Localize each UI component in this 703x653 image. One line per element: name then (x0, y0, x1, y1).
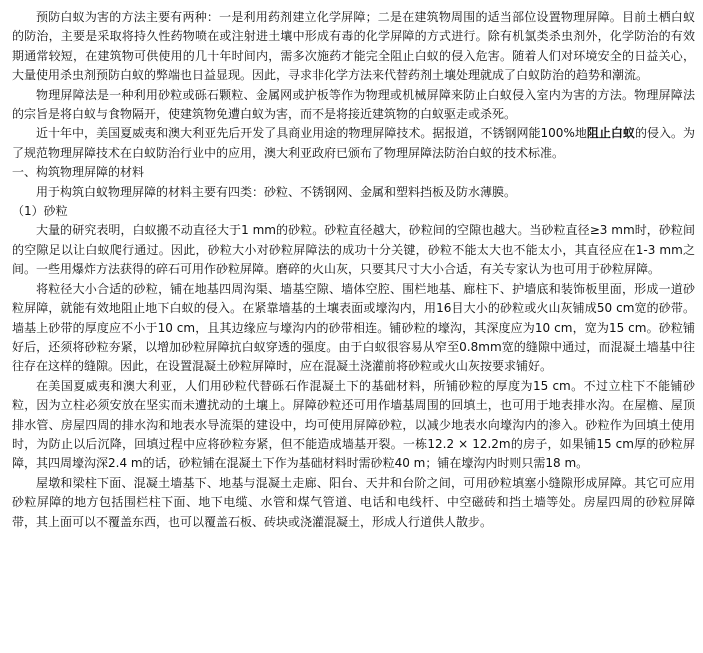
paragraph-sand-particle-size: 大量的研究表明，白蚁搬不动直径大于1 mm的砂粒。砂粒直径越大，砂粒间的空隙也越大。当砂粒直径≥3 mm时，砂粒间的空隙足以让白蚁爬行通过。因此，砂粒大小对砂粒屏障法的成功十分关键，砂粒不能太大也不能太小，其直径应在1-3 mm之间。一些用爆炸方法获得的碎石可用作砂粒屏障。磨碎的火山灰，只要其尺寸大小合适，有关专家认为也可用于砂粒屏障。 (12, 223, 695, 277)
paragraph-physical-barrier-definition: 物理屏障法是一种利用砂粒或砾石颗粒、金属网或护板等作为物理或机械屏障来防止白蚁侵入室内为害的方法。物理屏障法的宗旨是将白蚁与食物隔开，使建筑物免遭白蚁为害，而不是将接近建筑物的白蚁驱走或杀死。 (12, 87, 695, 122)
paragraph-text-after-bold: 的侵入。为了规范物理屏障技术在白蚁防治行业中的应用，澳大利亚政府已颁布了物理屏障法防治白蚁的技术标准。 (12, 126, 695, 160)
section-heading-materials: 一、构筑物理屏障的材料 (12, 165, 145, 180)
paragraph-sand-other-locations: 屋墩和梁柱下面、混凝土墙基下、地基与混凝土走廊、阳台、天井和台阶之间，可用砂粒填塞小缝隙形成屏障。其它可应用砂粒屏障的地方包括围栏柱下面、地下电缆、水管和煤气管道、电话和电线杆、中空磁砖和挡土墙等处。房屋四周的砂粒屏障带，其上面可以不覆盖东西，也可以覆盖石板、砖块或浇灌混凝土，形成人行道供人散步。 (12, 475, 695, 529)
subsection-heading-sand: （1）砂粒 (12, 204, 68, 219)
paragraph-sand-foundation-use: 在美国夏威夷和澳大利亚，人们用砂粒代替砾石作混凝土下的基础材料，所铺砂粒的厚度为15 cm。不过立柱下不能铺砂粒，因为立柱必须安放在坚实而未遭扰动的土壤上。屏障砂粒还可用作墙基周围的回填土，也可用于地表排水沟。在屋檐、屋顶排水管、房屋四周的排水沟和地表水导流渠的建设中，均可使用屏障砂粒，以减少地表水向壕沟内的渗入。砂粒作为回填土使用时，为防止以后沉降，回填过程中应将砂粒夯紧，但不能造成墙基开裂。一栋12.2 × 12.2m的房子，如果铺15 cm厚的砂粒屏障，其四周壕沟深2.4 m的话，砂粒铺在混凝土下作为基础材料时需砂粒40 m；铺在壕沟内时则只需18 m。 (12, 378, 695, 471)
paragraph-sand-placement: 将粒径大小合适的砂粒，铺在地基四周沟渠、墙基空隙、墙体空腔、围栏地基、廊柱下、护墙底和装饰板里面，形成一道砂粒屏障，就能有效地阻止地下白蚁的侵入。在紧靠墙基的土壤表面或壕沟内，用16目大小的砂粒或火山灰铺成50 cm宽的砂带。墙基上砂带的厚度应不小于10 cm，且其边缘应与壕沟内的砂带相连。铺砂粒的壕沟，其深度应为10 cm，宽为15 cm。砂粒铺好后，还须将砂粒夯紧，以增加砂粒屏障抗白蚁穿透的强度。由于白蚁很容易从窄至0.8mm宽的缝隙中通过，而混凝土墙基中往往存在这样的缝隙。因此，在设置混凝土砂粒屏障时，应在混凝土浇灌前将砂粒或火山灰按要求铺好。 (12, 281, 695, 374)
bold-phrase: 阻止白蚁 (586, 126, 635, 141)
paragraph-recent-developments (12, 124, 695, 163)
paragraph-intro: 预防白蚁为害的方法主要有两种：一是利用药剂建立化学屏障；二是在建筑物周围的适当部位设置物理屏障。目前土栖白蚁的防治，主要是采取将持久性药物喷在或注射进土壤中形成有毒的化学屏障的方式进行。除有机氯类杀虫剂外，化学防治的有效期通常较短，在建筑物可供使用的几十年时间内，需多次施药才能完全阻止白蚁的侵入危害。随着人们对环境安全的日益关心，大量使用杀虫剂预防白蚁的弊端也日益显现。因此，寻求非化学方法来代替药剂土壤处理就成了白蚁防治的趋势和潮流。 (12, 10, 695, 83)
paragraph-text-before-bold: 近十年中，美国夏威夷和澳大利亚先后开发了具商业用途的物理屏障技术。据报道，不锈钢网能100%地 (36, 126, 587, 141)
paragraph-material-types: 用于构筑白蚁物理屏障的材料主要有四类：砂粒、不锈钢网、金属和塑料挡板及防水薄膜。 (36, 184, 517, 199)
